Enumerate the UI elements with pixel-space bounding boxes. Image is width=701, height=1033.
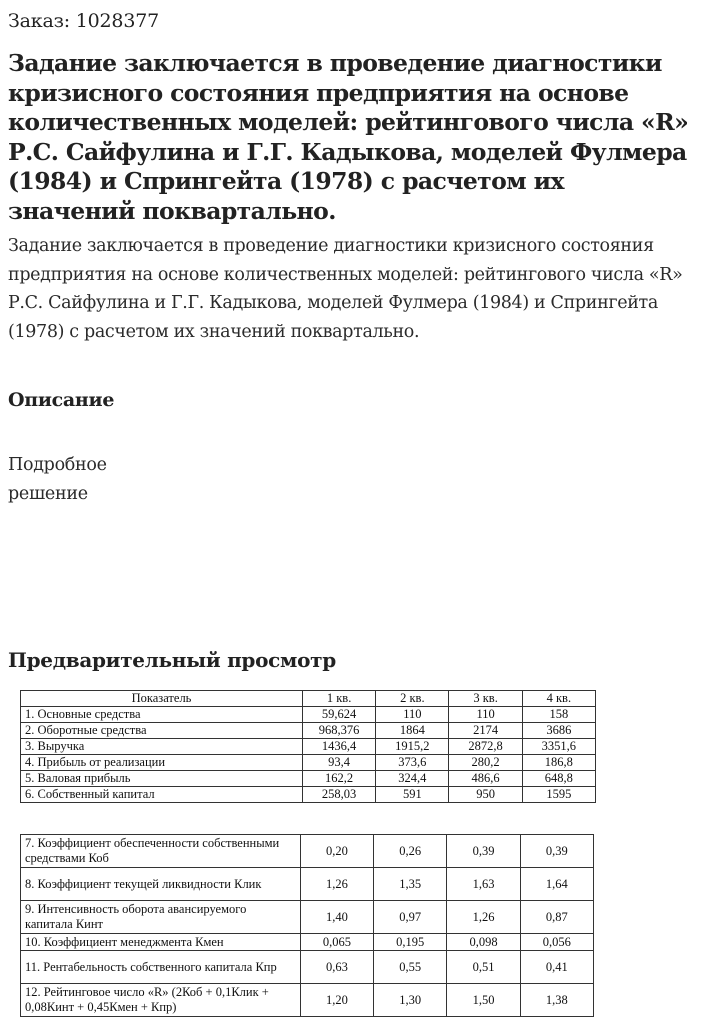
description-heading: Описание xyxy=(8,389,115,411)
table-cell: 93,4 xyxy=(302,755,375,771)
coefficients-table xyxy=(20,834,594,1017)
table-cell: 162,2 xyxy=(302,771,375,787)
page-title: Задание заключается в проведение диагностики кризисного состояния предприятия на основе количественных моделей: рейтингового числа «R» Р.С. Сайфулина и Г.Г. Кадыкова, моделей Фулмера (1984) и Спрингейта (1978) с расчетом их значений поквартально. xyxy=(8,49,689,225)
table-cell: 0,39 xyxy=(520,835,593,868)
table-row xyxy=(21,771,596,787)
table-cell: 0,26 xyxy=(374,835,447,868)
table-cell: 1864 xyxy=(376,723,449,739)
table-cell: 968,376 xyxy=(302,723,375,739)
table-cell: 0,87 xyxy=(520,901,593,934)
table-cell: 110 xyxy=(376,707,449,723)
table-cell: 0,065 xyxy=(300,934,373,951)
table-row xyxy=(21,835,594,868)
table-row xyxy=(21,934,594,951)
table-cell: 1,35 xyxy=(374,868,447,901)
table-cell: 0,41 xyxy=(520,951,593,984)
table-cell: 950 xyxy=(449,787,522,803)
table-cell: 6. Собственный капитал xyxy=(21,787,303,803)
task-description: Задание заключается в проведение диагностики кризисного состояния предприятия на основе количественных моделей: рейтингового числа «R» Р.С. Сайфулина и Г.Г. Кадыкова, моделей Фулмера (1984) и Спрингейта (1978) с расчетом их значений поквартально. xyxy=(8,236,683,342)
table-cell: 1915,2 xyxy=(376,739,449,755)
table-cell: 1,38 xyxy=(520,984,593,1017)
table-cell: 486,6 xyxy=(449,771,522,787)
table-cell: 7. Коэффициент обеспеченности собственными средствами Коб xyxy=(21,835,301,868)
table-cell: 59,624 xyxy=(302,707,375,723)
table-row xyxy=(21,755,596,771)
table-row xyxy=(21,707,596,723)
preview-heading: Предварительный просмотр xyxy=(8,648,336,672)
table-cell: 0,97 xyxy=(374,901,447,934)
table-cell: 1595 xyxy=(522,787,595,803)
table-cell: 0,39 xyxy=(447,835,520,868)
table-cell: 3. Выручка xyxy=(21,739,303,755)
table-row xyxy=(21,984,594,1017)
table-row xyxy=(21,951,594,984)
table-cell: 4. Прибыль от реализации xyxy=(21,755,303,771)
table-header-cell: 1 кв. xyxy=(302,691,375,707)
detail-solution-label: Подробное решение xyxy=(8,455,107,504)
table-cell: 1,40 xyxy=(300,901,373,934)
table-cell: 1,50 xyxy=(447,984,520,1017)
table-cell: 1,30 xyxy=(374,984,447,1017)
indicators-table xyxy=(20,690,596,803)
table-cell: 1,63 xyxy=(447,868,520,901)
table-cell: 0,55 xyxy=(374,951,447,984)
table-cell: 1,20 xyxy=(300,984,373,1017)
table-cell: 280,2 xyxy=(449,755,522,771)
table-header-row xyxy=(21,691,596,707)
table-row xyxy=(21,739,596,755)
table-cell: 12. Рейтинговое число «R» (2Коб + 0,1Клик + 0,08Кинт + 0,45Кмен + Кпр) xyxy=(21,984,301,1017)
table-cell: 0,056 xyxy=(520,934,593,951)
table-header-cell: 2 кв. xyxy=(376,691,449,707)
table-cell: 2872,8 xyxy=(449,739,522,755)
table-cell: 324,4 xyxy=(376,771,449,787)
table-row xyxy=(21,723,596,739)
table-row xyxy=(21,787,596,803)
table-cell: 0,63 xyxy=(300,951,373,984)
table-cell: 3686 xyxy=(522,723,595,739)
table-cell: 0,20 xyxy=(300,835,373,868)
table-cell: 373,6 xyxy=(376,755,449,771)
table-cell: 258,03 xyxy=(302,787,375,803)
table-cell: 10. Коэффициент менеджмента Кмен xyxy=(21,934,301,951)
table-cell: 3351,6 xyxy=(522,739,595,755)
table-cell: 0,195 xyxy=(374,934,447,951)
table-header-cell: 3 кв. xyxy=(449,691,522,707)
table-header-cell: 4 кв. xyxy=(522,691,595,707)
table-cell: 0,098 xyxy=(447,934,520,951)
table-cell: 2174 xyxy=(449,723,522,739)
table-cell: 2. Оборотные средства xyxy=(21,723,303,739)
table-cell: 1436,4 xyxy=(302,739,375,755)
table-cell: 158 xyxy=(522,707,595,723)
table-header-cell: Показатель xyxy=(21,691,303,707)
table-cell: 591 xyxy=(376,787,449,803)
table-cell: 186,8 xyxy=(522,755,595,771)
table-cell: 648,8 xyxy=(522,771,595,787)
table-cell: 8. Коэффициент текущей ликвидности Клик xyxy=(21,868,301,901)
order-number: Заказ: 1028377 xyxy=(8,10,159,32)
table-row xyxy=(21,868,594,901)
table-cell: 11. Рентабельность собственного капитала Кпр xyxy=(21,951,301,984)
table-cell: 9. Интенсивность оборота авансируемого капитала Кинт xyxy=(21,901,301,934)
table-cell: 110 xyxy=(449,707,522,723)
table-row xyxy=(21,901,594,934)
table-cell: 0,51 xyxy=(447,951,520,984)
table-cell: 5. Валовая прибыль xyxy=(21,771,303,787)
table-cell: 1,64 xyxy=(520,868,593,901)
table-cell: 1,26 xyxy=(300,868,373,901)
table-cell: 1,26 xyxy=(447,901,520,934)
table-cell: 1. Основные средства xyxy=(21,707,303,723)
